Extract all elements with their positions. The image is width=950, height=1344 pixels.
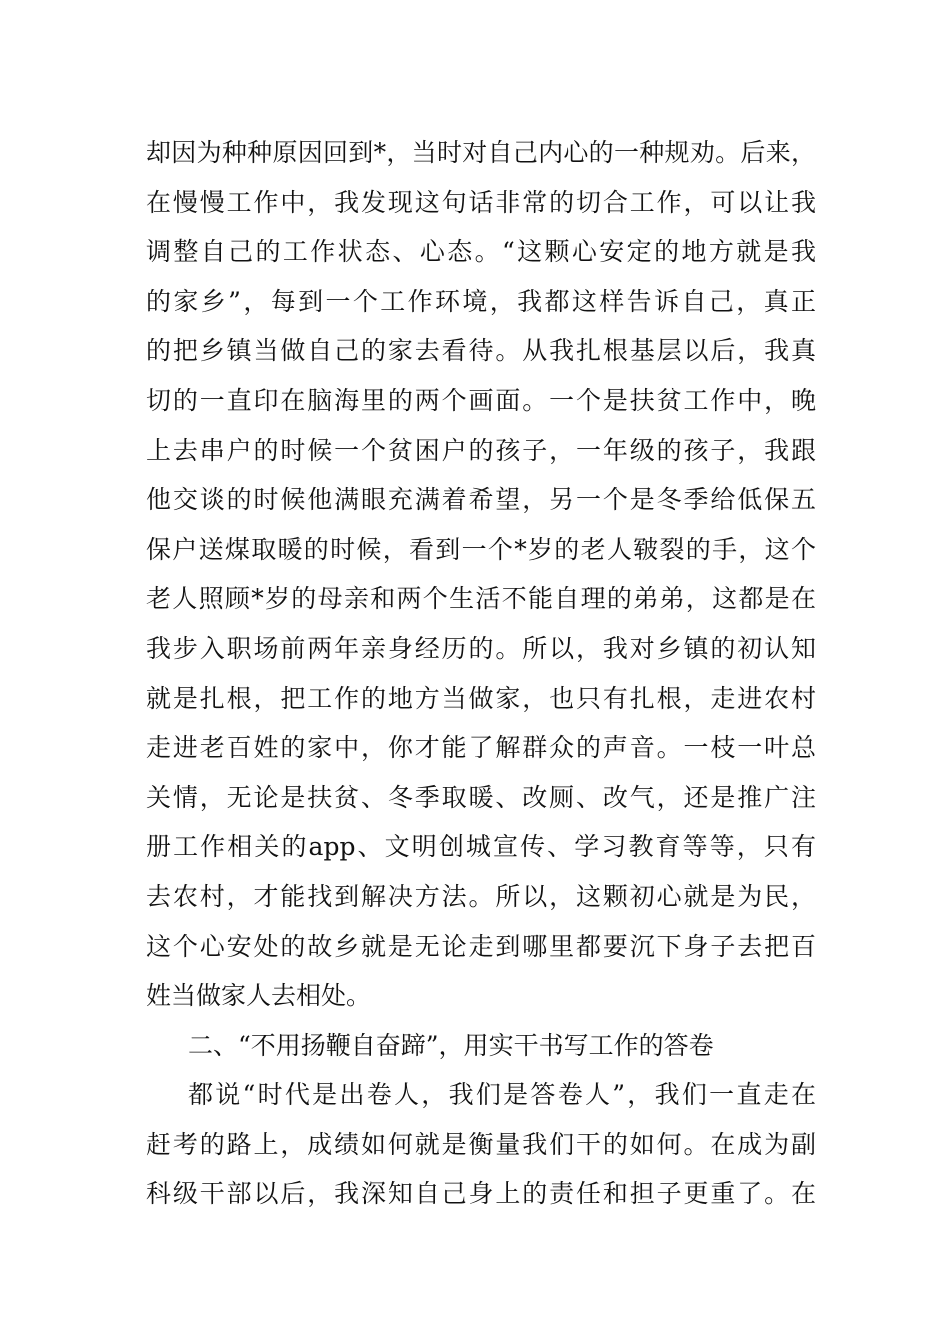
paragraph-line: 赶考的路上，成绩如何就是衡量我们干的如何。在成为副: [146, 1129, 816, 1159]
paragraph-line: 保户送煤取暖的时候，看到一个*岁的老人皲裂的手，这个: [146, 534, 816, 564]
paragraph-1: [146, 128, 816, 1021]
paragraph-line: 调整自己的工作状态、心态。“这颗心安定的地方就是我: [146, 237, 816, 267]
paragraph-line: 的把乡镇当做自己的家去看待。从我扎根基层以后，我真: [146, 336, 816, 366]
paragraph-line: 在慢慢工作中，我发现这句话非常的切合工作，可以让我: [146, 187, 816, 217]
paragraph-line: 切的一直印在脑海里的两个画面。一个是扶贫工作中，晚: [146, 385, 816, 415]
paragraph-line: 册工作相关的app、文明创城宣传、学习教育等等，只有: [146, 832, 816, 862]
paragraph-line: 姓当做家人去相处。: [146, 981, 372, 1011]
paragraph-line: 就是扎根，把工作的地方当做家，也只有扎根，走进农村: [146, 683, 816, 713]
paragraph-line: 这个心安处的故乡就是无论走到哪里都要沉下身子去把百: [146, 931, 816, 961]
paragraph-line: 我步入职场前两年亲身经历的。所以，我对乡镇的初认知: [146, 633, 816, 663]
document-body: [146, 128, 816, 1219]
paragraph-2: [146, 1070, 816, 1219]
paragraph-line: 关情，无论是扶贫、冬季取暖、改厕、改气，还是推广注: [146, 782, 816, 812]
section-heading: 二、“不用扬鞭自奋蹄”，用实干书写工作的答卷: [188, 1030, 714, 1060]
paragraph-line: 的家乡”，每到一个工作环境，我都这样告诉自己，真正: [146, 286, 816, 316]
paragraph-line: 去农村，才能找到解决方法。所以，这颗初心就是为民，: [146, 881, 816, 911]
paragraph-line: 老人照顾*岁的母亲和两个生活不能自理的弟弟，这都是在: [146, 584, 816, 614]
paragraph-line: 科级干部以后，我深知自己身上的责任和担子更重了。在: [146, 1179, 816, 1209]
paragraph-line: 却因为种种原因回到*，当时对自己内心的一种规劝。后来，: [146, 138, 816, 167]
paragraph-line: 上去串户的时候一个贫困户的孩子，一年级的孩子，我跟: [146, 435, 816, 465]
paragraph-line: 都说“时代是出卷人，我们是答卷人”，我们一直走在: [188, 1080, 816, 1110]
paragraph-line: 他交谈的时候他满眼充满着希望，另一个是冬季给低保五: [146, 485, 816, 515]
paragraph-line: 走进老百姓的家中，你才能了解群众的声音。一枝一叶总: [146, 733, 816, 763]
